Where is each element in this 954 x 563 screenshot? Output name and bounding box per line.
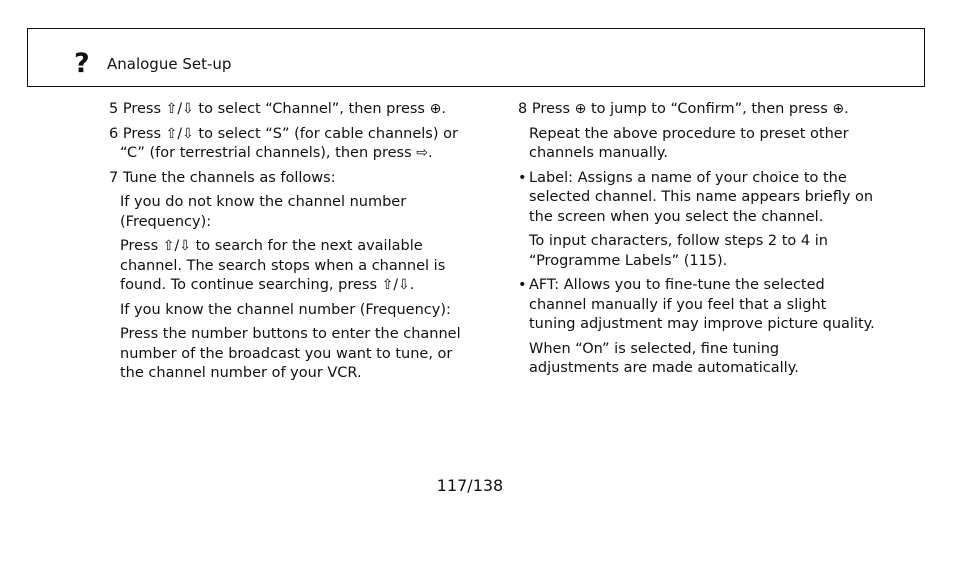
enter-button-icon: ⊕ — [574, 101, 587, 117]
number-buttons-instructions: Press the number buttons to enter the channel number of the broadcast you want to tune, or the channel number of your VCR. — [120, 326, 461, 381]
search-instructions: Press ⇧/⇩ to search for the next available channel. The search stops when a channel is found. To continue searching, press ⇧/⇩. — [120, 238, 446, 293]
enter-button-icon: ⊕ — [832, 101, 845, 117]
programme-labels-reference: “Programme Labels” (115). — [529, 252, 728, 269]
page-number: 117/138 — [436, 476, 504, 495]
right-column — [518, 100, 888, 384]
header-bar — [27, 28, 925, 87]
step-7: 7 Tune the channels as follows: — [109, 169, 336, 186]
known-frequency-heading: If you know the channel number (Frequency): — [120, 301, 451, 318]
left-column — [109, 100, 479, 389]
up-down-arrow-icon: ⇧/⇩ — [162, 238, 191, 254]
input-characters-note: To input characters, follow steps 2 to 4 in “Programme Labels” (115). — [529, 233, 828, 269]
step-8: 8 Press ⊕ to jump to “Confirm”, then press ⊕. — [518, 101, 849, 117]
step-6: 6 Press ⇧/⇩ to select “S” (for cable channels) or “C” (for terrestrial channels), then press ⇨. — [109, 125, 458, 161]
enter-button-icon: ⊕ — [429, 101, 442, 117]
aft-bullet: • AFT: Allows you to fine-tune the selected channel manually if you feel that a slight tuning adjustment may improve picture quality. — [518, 277, 875, 332]
when-on-note: When “On” is selected, fine tuning adjustments are made automatically. — [529, 340, 799, 376]
up-down-arrow-icon: ⇧/⇩ — [165, 125, 194, 142]
up-down-arrow-icon: ⇧/⇩ — [381, 277, 410, 293]
page-title: Analogue Set-up — [107, 55, 232, 73]
unknown-frequency-heading: If you do not know the channel number (Frequency): — [120, 194, 407, 230]
label-bullet: • Label: Assigns a name of your choice to the selected channel. This name appears briefly on the screen when you select the channel. — [518, 169, 874, 225]
step-5: 5 Press ⇧/⇩ to select “Channel”, then press ⊕. — [109, 101, 446, 117]
bullet-point: • — [518, 277, 527, 293]
repeat-note: Repeat the above procedure to preset other channels manually. — [529, 125, 849, 161]
right-arrow-icon: ⇨ — [416, 145, 428, 161]
bullet-point: • — [518, 169, 527, 186]
up-down-arrow-icon: ⇧/⇩ — [165, 101, 194, 117]
question-mark-icon: ? — [74, 48, 90, 79]
